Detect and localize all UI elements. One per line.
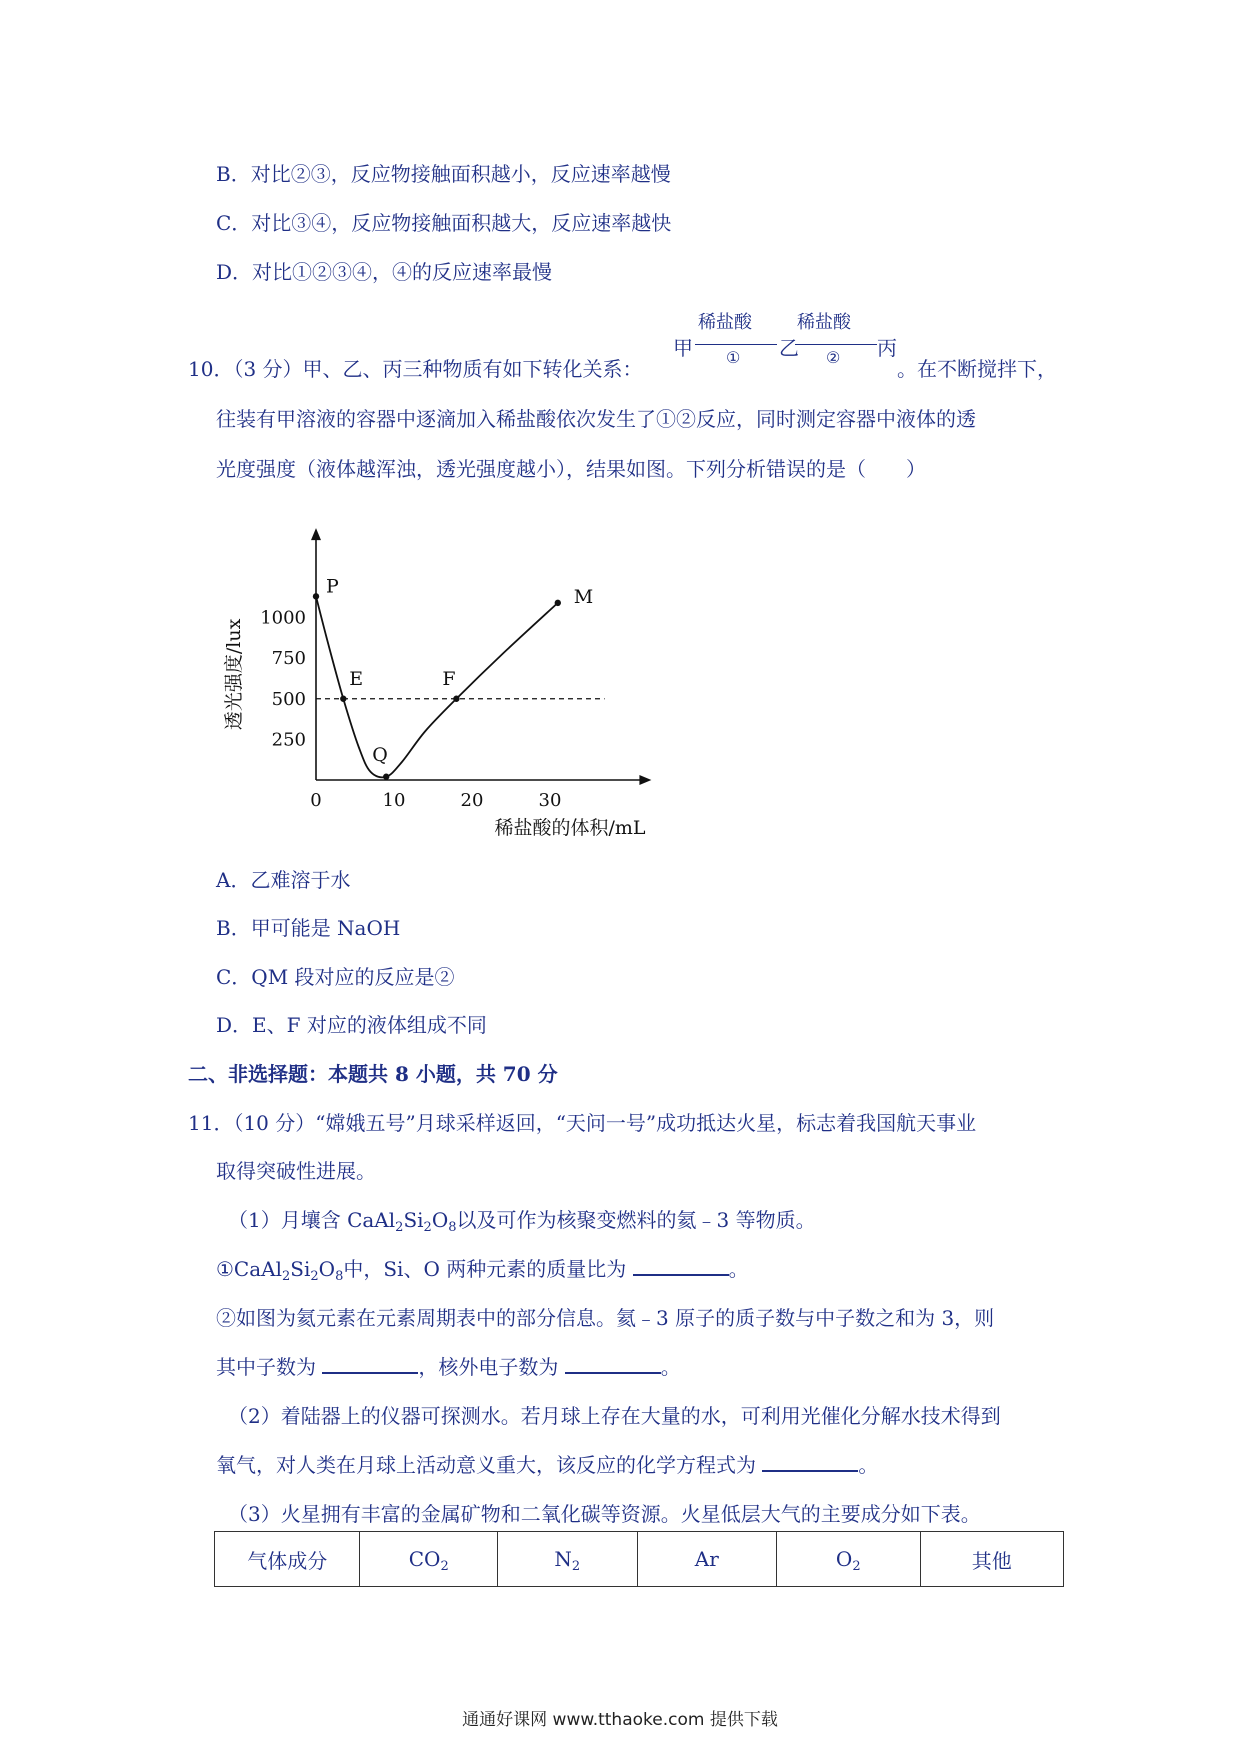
answer-blank-mass-ratio[interactable] — [633, 1256, 729, 1276]
q9-option-c: C．对比③④，反应物接触面积越大，反应速率越快 — [216, 211, 672, 235]
o2-label: O — [835, 1547, 853, 1571]
y-tick-label: 500 — [271, 688, 306, 710]
answer-blank-electrons[interactable] — [565, 1354, 661, 1374]
formula-si-2: Si — [290, 1257, 311, 1281]
q11-part2-line1: （2）着陆器上的仪器可探测水。若月球上存在大量的水，可利用光催化分解水技术得到 — [228, 1404, 1001, 1428]
table-header-co2 — [360, 1532, 498, 1587]
q10-stem-line1: 10．（3 分）甲、乙、丙三种物质有如下转化关系： — [188, 357, 643, 381]
q10-option-c: C．QM 段对应的反应是② — [216, 965, 455, 989]
n2-sub: 2 — [571, 1559, 581, 1574]
y-tick-label: 750 — [271, 648, 306, 670]
point-label-m: M — [573, 585, 594, 608]
q11-part1-q1-end: 。 — [728, 1257, 749, 1281]
point-label-p: P — [326, 575, 339, 598]
co2-sub: 2 — [440, 1559, 449, 1574]
scheme-step-2: ② — [826, 348, 841, 367]
q11-part1 — [228, 1206, 816, 1234]
q11-part2-line2-text: 氧气，对人类在月球上活动意义重大，该反应的化学方程式为 — [216, 1453, 756, 1477]
q11-part1-q1 — [216, 1255, 749, 1283]
q11-part1-q2-line2 — [216, 1353, 681, 1381]
co2-label: CO — [408, 1547, 441, 1571]
point-label-e: E — [349, 667, 364, 690]
point-f — [453, 696, 459, 702]
q11-part1-q2-line1: ②如图为氦元素在元素周期表中的部分信息。氦﹣3 原子的质子数与中子数之和为 3，则 — [216, 1306, 995, 1330]
table-header-other: 其他 — [920, 1532, 1063, 1587]
q11-part1-q2-line2a: 其中子数为 — [216, 1355, 316, 1379]
x-tick-label: 0 — [310, 790, 322, 811]
q11-part2-end: 。 — [858, 1453, 879, 1477]
q11-line1: 11．（10 分）“嫦娥五号”月球采样返回，“天问一号”成功抵达火星，标志着我国航天事业 — [188, 1111, 977, 1135]
q11-part1-pre: （1）月壤含 CaAl — [228, 1208, 396, 1232]
scheme-reagent-1: 稀盐酸 — [698, 312, 752, 333]
x-tick-label: 10 — [382, 790, 406, 811]
scheme-substance-a: 甲 — [673, 336, 693, 360]
q10-stem-line3: 光度强度（液体越浑浊，透光强度越小），结果如图。下列分析错误的是（ ） — [216, 457, 926, 481]
q9-option-b: B．对比②③，反应物接触面积越小，反应速率越慢 — [216, 162, 671, 186]
n2-label: N — [554, 1547, 572, 1571]
y-tick-label: 1000 — [260, 607, 306, 629]
formula-si: Si — [403, 1208, 424, 1232]
table-header-gas: 气体成分 — [215, 1532, 360, 1587]
table-header-n2 — [498, 1532, 638, 1587]
q9-option-d: D．对比①②③④，④的反应速率最慢 — [216, 260, 553, 284]
x-axis-arrow — [639, 775, 651, 785]
formula-o-sub: 8 — [448, 1220, 457, 1235]
scheme-step-1: ① — [726, 348, 741, 367]
q10-option-a: A．乙难溶于水 — [216, 868, 351, 892]
q11-line2: 取得突破性进展。 — [216, 1159, 376, 1183]
table-header-ar: Ar — [637, 1532, 777, 1587]
answer-blank-neutrons[interactable] — [322, 1354, 418, 1374]
q11-part2-line2 — [216, 1451, 878, 1479]
formula-o-2: O — [318, 1257, 336, 1281]
chart-svg — [200, 500, 680, 860]
formula-si-sub: 2 — [423, 1220, 432, 1235]
q10-chart — [200, 500, 680, 860]
q10-option-d: D．E、F 对应的液体组成不同 — [216, 1013, 487, 1037]
page-footer: 通通好课网 www.tthaoke.com 提供下载 — [462, 1710, 778, 1730]
q11-part1-q1-post: 中，Si、O 两种元素的质量比为 — [343, 1257, 627, 1281]
scheme-arrow-2 — [795, 344, 877, 345]
table-header-o2 — [777, 1532, 920, 1587]
q11-part1-q2-line2b: ，核外电子数为 — [418, 1355, 559, 1379]
y-axis-arrow — [311, 528, 321, 540]
formula-al-sub-2: 2 — [282, 1269, 291, 1284]
o2-sub: 2 — [852, 1559, 861, 1574]
q10-stem-line1-tail: 。在不断搅拌下， — [897, 357, 1057, 381]
point-label-f: F — [442, 667, 456, 690]
scheme-reagent-2: 稀盐酸 — [797, 312, 851, 333]
section-2-heading: 二、非选择题：本题共 8 小题，共 70 分 — [188, 1062, 558, 1086]
table-header-row — [215, 1532, 1064, 1587]
formula-o: O — [431, 1208, 449, 1232]
x-axis-label: 稀盐酸的体积/mL — [494, 817, 646, 839]
y-axis-label: 透光强度/lux — [223, 618, 245, 731]
q10-option-b: B．甲可能是 NaOH — [216, 916, 401, 940]
point-q — [383, 774, 389, 780]
q11-part1-q1-pre: ①CaAl — [216, 1257, 282, 1281]
answer-blank-equation[interactable] — [762, 1452, 858, 1472]
mars-atmosphere-table — [214, 1531, 1064, 1587]
x-tick-label: 20 — [460, 790, 484, 811]
scheme-substance-c: 丙 — [877, 336, 897, 360]
q11-part1-q2-line2c: 。 — [660, 1355, 681, 1379]
scheme-arrow-1 — [695, 344, 777, 345]
formula-si-sub-2: 2 — [310, 1269, 319, 1284]
scheme-substance-b: 乙 — [779, 336, 799, 360]
x-tick-label: 30 — [538, 790, 562, 811]
q10-stem-line2: 往装有甲溶液的容器中逐滴加入稀盐酸依次发生了①②反应，同时测定容器中液体的透 — [216, 407, 976, 431]
q10-reaction-scheme — [673, 312, 898, 372]
point-label-q: Q — [372, 743, 388, 766]
q11-part3-line1: （3）火星拥有丰富的金属矿物和二氧化碳等资源。火星低层大气的主要成分如下表。 — [228, 1502, 981, 1526]
formula-al-sub: 2 — [395, 1220, 404, 1235]
point-p — [313, 593, 319, 599]
point-e — [340, 696, 346, 702]
point-m — [555, 600, 561, 606]
formula-o-sub-2: 8 — [335, 1269, 344, 1284]
y-tick-label: 250 — [271, 729, 306, 751]
q11-part1-post: 以及可作为核聚变燃料的氦﹣3 等物质。 — [456, 1208, 816, 1232]
